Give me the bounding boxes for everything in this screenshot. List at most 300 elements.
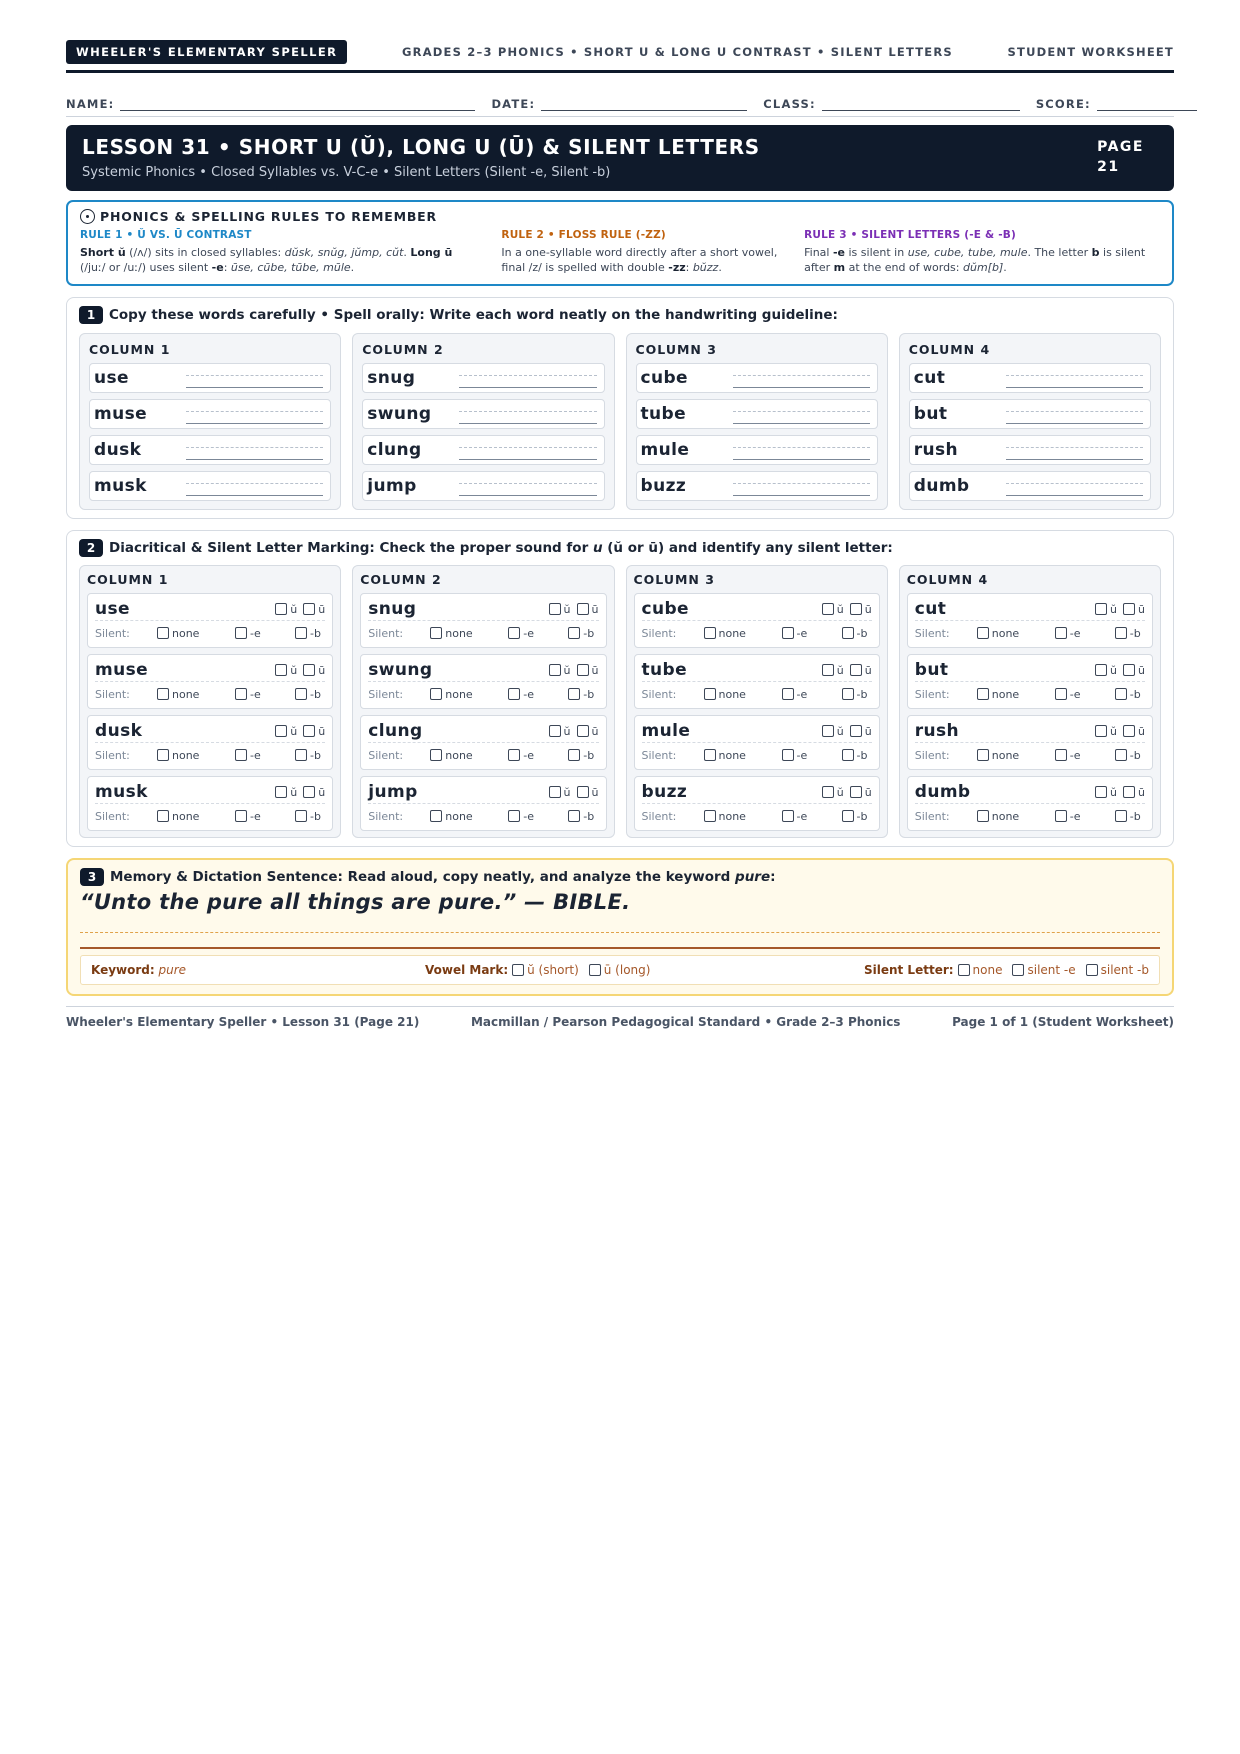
silent-e-option (782, 688, 842, 701)
footer-center: Macmillan / Pearson Pedagogical Standard • Grade 2–3 Phonics (470, 1015, 901, 1029)
vowel-short-label: ŭ (290, 785, 298, 799)
silent-none-option (157, 688, 235, 701)
rule-2 (501, 228, 788, 275)
vowel-short-label: ŭ (290, 602, 298, 616)
handwriting-guideline[interactable] (1006, 367, 1143, 389)
vowel-short-label: ŭ (563, 785, 571, 799)
vowel-long-checkbox[interactable] (589, 964, 601, 976)
silent-b-option (1115, 627, 1141, 640)
vowel-short-label: ŭ (1110, 602, 1118, 616)
spelling-word: dumb (913, 476, 970, 496)
vowel-marks (816, 725, 872, 738)
silent-e-checkbox[interactable] (235, 627, 247, 639)
vowel-long-option (577, 664, 599, 677)
silent-b-label: -b (1129, 687, 1141, 701)
silent-b-option (295, 810, 321, 823)
vowel-short-label: ŭ (290, 724, 298, 738)
section-2-heading (79, 539, 1161, 557)
vowel-short-checkbox[interactable] (512, 964, 524, 976)
silent-none-label: none (991, 687, 1020, 701)
silent-none-option (157, 627, 235, 640)
vowel-long-option (303, 725, 325, 738)
handwriting-guideline[interactable] (459, 475, 596, 497)
keyword-label: Keyword: (91, 963, 155, 977)
silent-none-checkbox[interactable] (704, 810, 716, 822)
copy-column (626, 333, 888, 510)
silent-letter-row (95, 682, 325, 706)
silent-none-label: none (718, 748, 746, 762)
section-2-badge: 2 (79, 539, 103, 557)
vowel-short-option (275, 603, 297, 616)
silent-e-checkbox[interactable] (1012, 964, 1024, 976)
vowel-short-checkbox[interactable] (822, 603, 834, 615)
vowel-short-option (1095, 603, 1117, 616)
info-icon (80, 209, 95, 224)
copy-column (352, 333, 614, 510)
silent-none-checkbox[interactable] (704, 688, 716, 700)
silent-b-label: -b (1129, 748, 1141, 762)
score-label: SCORE: (1035, 97, 1091, 111)
worksheet-page (66, 40, 1174, 1029)
vowel-long-checkbox[interactable] (303, 786, 315, 798)
score-line[interactable] (1097, 97, 1197, 111)
vowel-long-checkbox[interactable] (577, 664, 589, 676)
silent-label: Silent: (368, 687, 404, 701)
copy-row (636, 399, 878, 429)
vowel-short-checkbox[interactable] (549, 786, 561, 798)
marking-card-top (95, 598, 325, 621)
silent-e-label: -e (523, 626, 534, 640)
handwriting-guideline[interactable] (186, 367, 323, 389)
vowel-long-checkbox[interactable] (577, 725, 589, 737)
vowel-short-checkbox[interactable] (275, 725, 287, 737)
silent-letter-row (368, 682, 598, 706)
spelling-word: jump (367, 476, 417, 496)
section-2-columns (79, 565, 1161, 838)
vowel-long-option (1123, 603, 1145, 616)
silent-e-checkbox[interactable] (1055, 810, 1067, 822)
header-divider (66, 70, 1174, 73)
lesson-title: LESSON 31 • SHORT U (Ŭ), LONG U (Ū) & SILENT LETTERS (82, 135, 760, 159)
silent-b-option (1115, 810, 1141, 823)
vowel-marks (269, 786, 325, 799)
vowel-long-checkbox[interactable] (850, 664, 862, 676)
copy-row (909, 399, 1151, 429)
vowel-short-checkbox[interactable] (822, 664, 834, 676)
silent-label: Silent: (641, 748, 677, 762)
vowel-short-label: ŭ (836, 602, 844, 616)
silent-none-checkbox[interactable] (958, 964, 970, 976)
silent-b-checkbox[interactable] (842, 688, 854, 700)
silent-none-label: none (991, 748, 1020, 762)
silent-letter-row (915, 621, 1145, 645)
marking-card (360, 654, 606, 709)
silent-e-checkbox[interactable] (235, 688, 247, 700)
marking-card-top (642, 598, 872, 621)
class-label: CLASS: (763, 97, 816, 111)
spelling-word: cube (640, 368, 688, 388)
marking-card (634, 715, 880, 770)
silent-e-label: -e (250, 687, 261, 701)
silent-label: Silent: (641, 687, 677, 701)
silent-b-checkbox[interactable] (842, 810, 854, 822)
silent-label: Silent: (368, 626, 404, 640)
silent-e-option (508, 688, 568, 701)
spelling-word: muse (95, 660, 149, 680)
silent-none-option (704, 688, 782, 701)
silent-b-checkbox[interactable] (568, 688, 580, 700)
silent-e-checkbox[interactable] (508, 627, 520, 639)
copy-row (909, 363, 1151, 393)
marking-card-top (368, 720, 598, 743)
silent-none-label: none (445, 687, 473, 701)
silent-b-checkbox[interactable] (568, 749, 580, 761)
silent-e-option (235, 749, 295, 762)
vowel-short-option (275, 725, 297, 738)
silent-none-option (977, 627, 1055, 640)
silent-e-label: -e (1069, 687, 1081, 701)
silent-e-label: -e (796, 687, 808, 701)
silent-b-option (1115, 749, 1141, 762)
copy-row (909, 435, 1151, 465)
vowel-short-option (275, 786, 297, 799)
vowel-long-option (1123, 664, 1145, 677)
silent-e-checkbox[interactable] (1055, 749, 1067, 761)
vowel-short-checkbox[interactable] (1095, 603, 1107, 615)
silent-e-checkbox[interactable] (1055, 688, 1067, 700)
vowel-short-checkbox[interactable] (822, 786, 834, 798)
rules-heading-text: PHONICS & SPELLING RULES TO REMEMBER (100, 209, 437, 224)
vowel-long-checkbox[interactable] (1123, 603, 1135, 615)
vowel-short-label: ŭ (short) (527, 963, 579, 977)
silent-none-option (704, 749, 782, 762)
vowel-short-label: ŭ (1110, 785, 1118, 799)
vowel-short-option (822, 664, 844, 677)
silent-none-checkbox[interactable] (157, 810, 169, 822)
section-copy-words (66, 297, 1174, 519)
vowel-long-checkbox[interactable] (1123, 664, 1135, 676)
vowel-short-checkbox[interactable] (1095, 664, 1107, 676)
silent-b-checkbox[interactable] (1115, 627, 1127, 639)
copy-column (899, 333, 1161, 510)
vowel-long-checkbox[interactable] (850, 725, 862, 737)
silent-b-option (295, 749, 321, 762)
silent-e-checkbox[interactable] (1055, 627, 1067, 639)
marking-card-top (642, 659, 872, 682)
marking-card-top (368, 781, 598, 804)
marking-card (907, 593, 1153, 648)
silent-b-checkbox[interactable] (568, 810, 580, 822)
silent-e-label: -e (250, 626, 261, 640)
silent-b-label: -b (1129, 626, 1141, 640)
silent-b-checkbox[interactable] (1115, 688, 1127, 700)
vowel-short-option (1095, 664, 1117, 677)
silent-none-option (157, 749, 235, 762)
silent-e-checkbox[interactable] (235, 749, 247, 761)
silent-none-checkbox[interactable] (430, 810, 442, 822)
handwriting-guideline[interactable] (459, 403, 596, 425)
vowel-mark-label: Vowel Mark: (425, 963, 509, 977)
vowel-marks (543, 603, 599, 616)
spelling-word: musk (95, 782, 148, 802)
vowel-short-checkbox[interactable] (275, 786, 287, 798)
silent-none-checkbox[interactable] (977, 749, 989, 761)
vowel-long-checkbox[interactable] (577, 786, 589, 798)
silent-none-checkbox[interactable] (704, 627, 716, 639)
silent-none-checkbox[interactable] (430, 688, 442, 700)
handwriting-guideline[interactable] (1006, 403, 1143, 425)
silent-e-label: -e (523, 687, 534, 701)
silent-letter-row (95, 804, 325, 828)
vowel-long-label: ū (864, 785, 872, 799)
vowel-long-label: ū (1138, 602, 1145, 616)
silent-none-checkbox[interactable] (430, 749, 442, 761)
silent-none-label: none (172, 748, 200, 762)
silent-b-label: -b (310, 687, 321, 701)
rule-2-text: In a one-syllable word directly after a short vowel, final /z/ is spelled with double -zz: bŭzz. (501, 246, 778, 274)
copy-row (89, 471, 331, 501)
silent-e-checkbox[interactable] (782, 749, 794, 761)
vowel-long-label: ū (591, 724, 599, 738)
silent-none-label: none (172, 626, 200, 640)
silent-e-checkbox[interactable] (508, 810, 520, 822)
copy-row (362, 435, 604, 465)
marking-card-top (642, 720, 872, 743)
vowel-mark-group (425, 963, 650, 977)
section-3-instruction-keyword: pure (735, 869, 771, 885)
silent-none-checkbox[interactable] (977, 810, 989, 822)
silent-b-checkbox[interactable] (568, 627, 580, 639)
handwriting-guideline[interactable] (186, 439, 323, 461)
dictation-writing-line[interactable] (80, 947, 1160, 949)
silent-label: Silent: (95, 748, 130, 762)
silent-e-checkbox[interactable] (782, 627, 794, 639)
vowel-long-checkbox[interactable] (850, 603, 862, 615)
lesson-banner (66, 125, 1174, 191)
silent-none-label: none (172, 687, 200, 701)
silent-none-checkbox[interactable] (157, 749, 169, 761)
handwriting-guideline[interactable] (186, 475, 323, 497)
handwriting-guideline[interactable] (186, 403, 323, 425)
handwriting-guideline[interactable] (733, 367, 870, 389)
spelling-word: muse (94, 404, 148, 424)
silent-none-label: none (718, 626, 746, 640)
silent-e-label: silent -e (1027, 963, 1076, 977)
topic-label: GRADES 2–3 PHONICS • SHORT U & LONG U CONTRAST • SILENT LETTERS (402, 45, 953, 59)
vowel-long-label: ū (591, 663, 599, 677)
marking-card-top (915, 598, 1145, 621)
vowel-long-option (303, 786, 325, 799)
marking-card-top (915, 659, 1145, 682)
name-line[interactable] (120, 97, 475, 111)
column-header: COLUMN 4 (906, 572, 989, 587)
silent-e-option (235, 627, 295, 640)
vowel-short-label: ŭ (836, 663, 844, 677)
silent-b-checkbox[interactable] (1115, 749, 1127, 761)
silent-b-checkbox[interactable] (842, 627, 854, 639)
spelling-word: buzz (640, 476, 687, 496)
silent-b-label: -b (856, 687, 868, 701)
class-line[interactable] (822, 97, 1020, 111)
spelling-word: cube (641, 599, 689, 619)
vowel-short-checkbox[interactable] (275, 603, 287, 615)
marking-card (87, 776, 333, 831)
vowel-short-checkbox[interactable] (549, 603, 561, 615)
vowel-short-checkbox[interactable] (275, 664, 287, 676)
vowel-long-option (303, 664, 325, 677)
silent-b-option (295, 688, 321, 701)
vowel-short-option (1095, 786, 1117, 799)
silent-b-checkbox[interactable] (295, 749, 307, 761)
silent-e-checkbox[interactable] (782, 810, 794, 822)
column-header: COLUMN 2 (362, 342, 444, 357)
handwriting-guideline[interactable] (733, 475, 870, 497)
vowel-long-label: ū (864, 602, 872, 616)
section-3-heading (80, 868, 1160, 886)
silent-e-checkbox[interactable] (782, 688, 794, 700)
rule-3 (804, 228, 1160, 275)
spelling-word: rush (913, 440, 959, 460)
silent-letter-row (95, 743, 325, 767)
marking-card-top (95, 659, 325, 682)
date-line[interactable] (541, 97, 747, 111)
vowel-marks (269, 725, 325, 738)
spelling-word: tube (641, 660, 688, 680)
vowel-long-checkbox[interactable] (303, 725, 315, 737)
handwriting-guideline[interactable] (1006, 475, 1143, 497)
silent-none-checkbox[interactable] (157, 688, 169, 700)
marking-card-top (95, 720, 325, 743)
silent-b-option (842, 688, 868, 701)
vowel-long-label: ū (591, 602, 599, 616)
silent-e-checkbox[interactable] (235, 810, 247, 822)
spelling-word: swung (367, 404, 432, 424)
silent-b-label: -b (583, 687, 595, 701)
spelling-word: jump (368, 782, 418, 802)
copy-row (89, 363, 331, 393)
silent-none-checkbox[interactable] (157, 627, 169, 639)
vowel-long-checkbox[interactable] (1123, 725, 1135, 737)
column-header: COLUMN 2 (360, 572, 442, 587)
copy-row (362, 399, 604, 429)
silent-label: Silent: (95, 809, 130, 823)
silent-none-option (430, 749, 508, 762)
spelling-word: cut (913, 368, 946, 388)
vowel-short-option (822, 603, 844, 616)
handwriting-guideline[interactable] (733, 439, 870, 461)
silent-letter-row (368, 743, 598, 767)
silent-b-label: -b (856, 626, 868, 640)
silent-e-label: -e (250, 748, 261, 762)
vowel-long-checkbox[interactable] (850, 786, 862, 798)
silent-none-checkbox[interactable] (977, 627, 989, 639)
silent-none-checkbox[interactable] (704, 749, 716, 761)
silent-none-checkbox[interactable] (977, 688, 989, 700)
vowel-short-option (1095, 725, 1117, 738)
spelling-word: clung (368, 721, 423, 741)
silent-b-label: -b (856, 809, 868, 823)
silent-b-checkbox[interactable] (1115, 810, 1127, 822)
vowel-short-checkbox[interactable] (549, 664, 561, 676)
vowel-long-checkbox[interactable] (577, 603, 589, 615)
spelling-word: dumb (914, 782, 971, 802)
marking-card (634, 654, 880, 709)
vowel-long-label: ū (318, 602, 326, 616)
silent-b-checkbox[interactable] (842, 749, 854, 761)
vowel-short-label: ŭ (1110, 663, 1118, 677)
date-label: DATE: (491, 97, 536, 111)
silent-e-option (782, 810, 842, 823)
section-1-badge: 1 (79, 306, 103, 324)
silent-none-option (977, 810, 1055, 823)
marking-card (634, 593, 880, 648)
silent-none-option (977, 688, 1055, 701)
section-1-instruction: Copy these words carefully • Spell orally: Write each word neatly on the handwriting guideline: (109, 307, 838, 323)
handwriting-guideline[interactable] (459, 439, 596, 461)
rule-1-title: RULE 1 • Ŭ VS. Ū CONTRAST (80, 229, 252, 241)
silent-b-label: -b (310, 809, 321, 823)
marking-card-top (95, 781, 325, 804)
section-1-columns (79, 333, 1161, 510)
silent-b-checkbox[interactable] (295, 810, 307, 822)
silent-b-label: -b (310, 626, 321, 640)
silent-b-checkbox[interactable] (295, 627, 307, 639)
handwriting-guideline[interactable] (459, 367, 596, 389)
silent-b-label: -b (583, 809, 595, 823)
silent-e-label: -e (796, 809, 808, 823)
vowel-long-checkbox[interactable] (1123, 786, 1135, 798)
vowel-long-option (577, 725, 599, 738)
handwriting-guideline[interactable] (1006, 439, 1143, 461)
silent-b-checkbox[interactable] (295, 688, 307, 700)
footer-divider (66, 1006, 1174, 1007)
vowel-long-label: ū (1138, 724, 1145, 738)
silent-label: Silent: (914, 809, 950, 823)
keyword-value: pure (158, 963, 187, 977)
handwriting-guideline[interactable] (733, 403, 870, 425)
silent-b-option (568, 627, 594, 640)
section-3-instruction: Memory & Dictation Sentence: Read aloud, copy neatly, and analyze the keyword pure: (110, 869, 776, 885)
vowel-long-checkbox[interactable] (303, 603, 315, 615)
vowel-short-checkbox[interactable] (1095, 786, 1107, 798)
silent-b-option (568, 688, 594, 701)
vowel-long-checkbox[interactable] (303, 664, 315, 676)
vowel-short-checkbox[interactable] (1095, 725, 1107, 737)
column-header: COLUMN 3 (633, 572, 715, 587)
vowel-marks (543, 786, 599, 799)
rule-3-text: Final -e is silent in use, cube, tube, mule. The letter b is silent after m at the end of words: dŭm[b]. (804, 246, 1146, 274)
column-header: COLUMN 1 (87, 572, 169, 587)
marking-card-top (915, 781, 1145, 804)
silent-b-checkbox[interactable] (1086, 964, 1098, 976)
marking-card (907, 654, 1153, 709)
silent-none-checkbox[interactable] (430, 627, 442, 639)
vowel-short-checkbox[interactable] (822, 725, 834, 737)
section-1-heading (79, 306, 1161, 324)
spelling-word: mule (640, 440, 690, 460)
marking-card (634, 776, 880, 831)
vowel-short-checkbox[interactable] (549, 725, 561, 737)
spelling-word: tube (640, 404, 687, 424)
vowel-short-label: ŭ (563, 663, 571, 677)
spelling-word: swung (368, 660, 433, 680)
silent-e-checkbox[interactable] (508, 749, 520, 761)
silent-letter-row (915, 682, 1145, 706)
silent-e-checkbox[interactable] (508, 688, 520, 700)
silent-e-label: -e (796, 748, 808, 762)
footer-left: Wheeler's Elementary Speller • Lesson 31 (Page 21) (66, 1015, 420, 1029)
column-header: COLUMN 1 (89, 342, 171, 357)
